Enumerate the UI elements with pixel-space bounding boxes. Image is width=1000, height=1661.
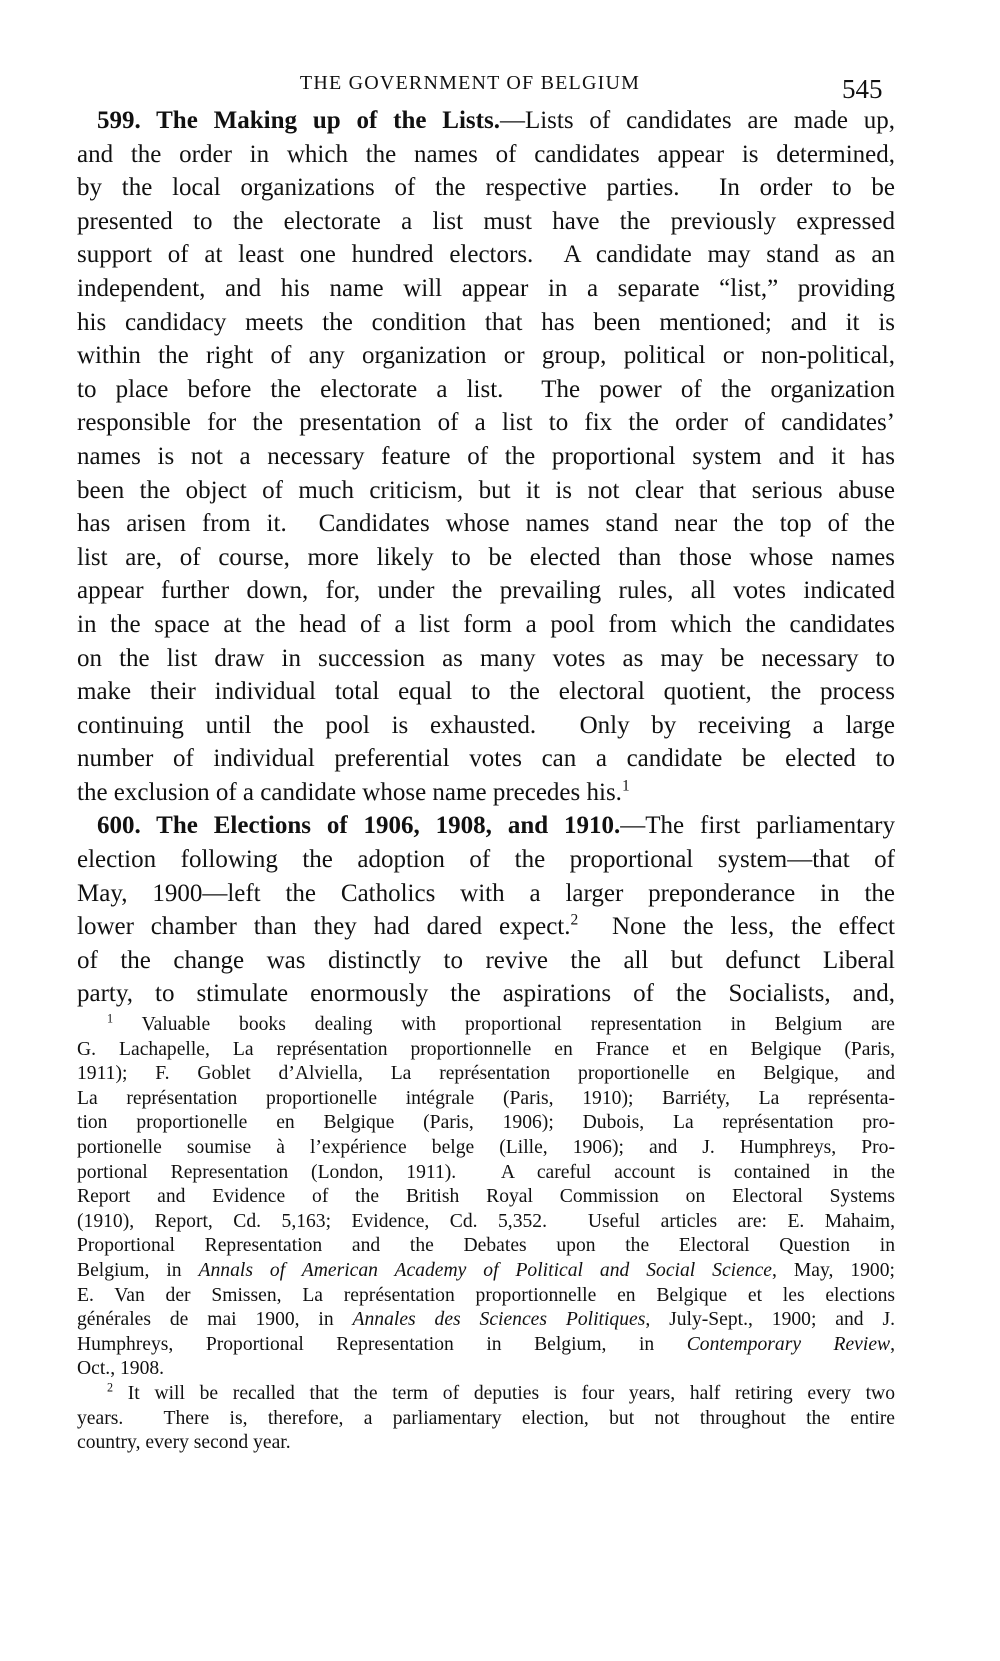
text-run: Belgium, in <box>77 1259 199 1281</box>
text-line <box>77 1111 895 1136</box>
text-line <box>77 642 895 676</box>
text-run: , <box>890 1333 895 1355</box>
footnote-marker: 1 <box>621 777 630 795</box>
text-run: , May, 1900; <box>772 1259 895 1281</box>
text-run: appear further down, for, under the prevailing rules, all votes indicated <box>77 577 895 605</box>
text-line <box>77 104 895 138</box>
text-run: lower chamber than they had dared expect. <box>77 913 571 941</box>
text-run: G. Lachapelle, La représentation proportionnelle en France et en Belgique (Paris, <box>77 1038 895 1060</box>
text-run: —The first parliamentary <box>620 812 895 840</box>
footnote <box>77 1013 895 1382</box>
text-run: has arisen from it. Candidates whose names stand near the top of the <box>77 510 895 538</box>
text-run: None the less, the effect <box>578 913 895 941</box>
text-line <box>77 507 895 541</box>
text-line <box>77 1333 895 1358</box>
italic-title: Annales des Sciences Politiques <box>352 1309 646 1331</box>
text-run: tion proportionelle en Belgique (Paris, 1906); Dubois, La représentation pro- <box>77 1112 895 1134</box>
text-run: It will be recalled that the term of deputies is four years, half retiring every two <box>113 1382 895 1404</box>
text-line <box>77 809 895 843</box>
page-number: 545 <box>842 74 883 104</box>
text-line <box>77 306 895 340</box>
text-run: by the local organizations of the respective parties. In order to be <box>77 174 895 202</box>
text-run: to place before the electorate a list. The power of the organization <box>77 375 895 403</box>
text-run: been the object of much criticism, but it is not clear that serious abuse <box>77 476 895 504</box>
text-line <box>77 1210 895 1235</box>
text-run: country, every second year. <box>77 1432 291 1454</box>
text-line <box>77 440 895 474</box>
text-run: within the right of any organization or group, political or non-political, <box>77 342 895 370</box>
text-run: Valuable books dealing with proportional representation in Belgium are <box>113 1014 895 1035</box>
text-line <box>77 1357 895 1382</box>
text-run: générales de mai 1900, in <box>77 1309 353 1331</box>
text-line <box>77 171 895 205</box>
footnote-marker: 1 <box>107 1011 114 1026</box>
text-line <box>77 238 895 272</box>
text-run: names is not a necessary feature of the proportional system and it has <box>77 442 895 470</box>
body-text <box>77 104 895 1011</box>
text-line <box>77 843 895 877</box>
text-run: Report and Evidence of the British Royal Commission on Electoral Systems <box>77 1186 895 1208</box>
text-run: election following the adoption of the proportional system—that of <box>77 846 895 874</box>
italic-title: Contemporary Review <box>686 1333 891 1355</box>
text-run: independent, and his name will appear in a separate “list,” providing <box>77 274 895 302</box>
text-line <box>77 1259 895 1284</box>
text-run: La représentation proportionelle intégrale (Paris, 1910); Barriéty, La représenta- <box>77 1087 895 1109</box>
section-heading: 600. The Elections of 1906, 1908, and 1910. <box>97 812 621 840</box>
text-line <box>77 910 895 944</box>
text-run: on the list draw in succession as many votes as may be necessary to <box>77 644 895 672</box>
running-head: THE GOVERNMENT OF BELGIUM <box>299 72 641 94</box>
text-line <box>77 742 895 776</box>
text-line <box>77 709 895 743</box>
footnotes <box>77 1013 895 1456</box>
footnote-marker: 2 <box>570 911 579 929</box>
paragraph <box>77 809 895 1011</box>
text-line <box>77 406 895 440</box>
text-run: continuing until the pool is exhausted. Only by receiving a large <box>77 711 895 739</box>
text-run: support of at least one hundred electors. A candidate may stand as an <box>77 241 895 269</box>
footnote <box>77 1382 895 1456</box>
text-line <box>77 138 895 172</box>
footnote-marker: 2 <box>107 1380 114 1395</box>
text-line <box>77 1431 895 1456</box>
text-run: party, to stimulate enormously the aspirations of the Socialists, and, <box>77 980 895 1008</box>
text-line <box>77 1062 895 1087</box>
text-run: the exclusion of a candidate whose name precedes his. <box>77 778 622 806</box>
text-run: responsible for the presentation of a list to fix the order of candidates’ <box>77 409 895 437</box>
text-run: years. There is, therefore, a parliamentary election, but not throughout the entire <box>77 1407 895 1429</box>
text-run: (1910), Report, Cd. 5,163; Evidence, Cd. 5,352. Useful articles are: E. Mahaim, <box>77 1210 895 1232</box>
text-line <box>77 1185 895 1210</box>
text-line <box>77 1013 895 1038</box>
text-line <box>77 1161 895 1186</box>
text-run: 1911); F. Goblet d’Alviella, La représentation proportionelle en Belgique, and <box>77 1063 895 1085</box>
text-line <box>77 608 895 642</box>
text-line <box>77 1308 895 1333</box>
text-line <box>77 205 895 239</box>
text-line <box>77 1087 895 1112</box>
text-line <box>77 776 895 810</box>
text-run: Proportional Representation and the Debates upon the Electoral Question in <box>77 1235 895 1257</box>
text-run: Humphreys, Proportional Representation in Belgium, in <box>77 1333 687 1355</box>
paragraph <box>77 104 895 809</box>
text-run: E. Van der Smissen, La représentation proportionnelle en Belgique et les elections <box>77 1284 895 1306</box>
text-line <box>77 1407 895 1432</box>
text-run: number of individual preferential votes can a candidate be elected to <box>77 745 895 773</box>
text-line <box>77 877 895 911</box>
text-run: May, 1900—left the Catholics with a larger preponderance in the <box>77 879 895 907</box>
text-run: presented to the electorate a list must have the previously expressed <box>77 207 895 235</box>
text-line <box>77 339 895 373</box>
text-line <box>77 272 895 306</box>
section-heading: 599. The Making up of the Lists. <box>97 107 500 134</box>
text-run: and the order in which the names of candidates appear is determined, <box>77 140 895 168</box>
text-run: in the space at the head of a list form a pool from which the candidates <box>77 610 895 638</box>
text-run: —Lists of candidates are made up, <box>499 107 896 134</box>
text-run: of the change was distinctly to revive the all but defunct Liberal <box>77 946 895 974</box>
text-run: list are, of course, more likely to be elected than those whose names <box>77 543 895 571</box>
text-line <box>77 373 895 407</box>
text-line <box>77 1284 895 1309</box>
text-line <box>77 541 895 575</box>
text-run: his candidacy meets the condition that has been mentioned; and it is <box>77 308 895 336</box>
text-line <box>77 944 895 978</box>
text-line <box>77 474 895 508</box>
text-line <box>77 675 895 709</box>
text-run: Oct., 1908. <box>77 1358 165 1380</box>
text-run: portionelle soumise à l’expérience belge (Lille, 1906); and J. Humphreys, Pro- <box>77 1136 895 1158</box>
text-line <box>77 574 895 608</box>
italic-title: Annals of American Academy of Political and Social Science <box>198 1259 772 1281</box>
text-line <box>77 1382 895 1407</box>
text-line <box>77 1038 895 1063</box>
text-line <box>77 1234 895 1259</box>
text-line <box>77 977 895 1011</box>
text-line <box>77 1136 895 1161</box>
text-run: portional Representation (London, 1911). A careful account is contained in the <box>77 1161 895 1183</box>
text-run: , July-Sept., 1900; and J. <box>645 1309 895 1331</box>
text-run: make their individual total equal to the electoral quotient, the process <box>77 678 895 706</box>
